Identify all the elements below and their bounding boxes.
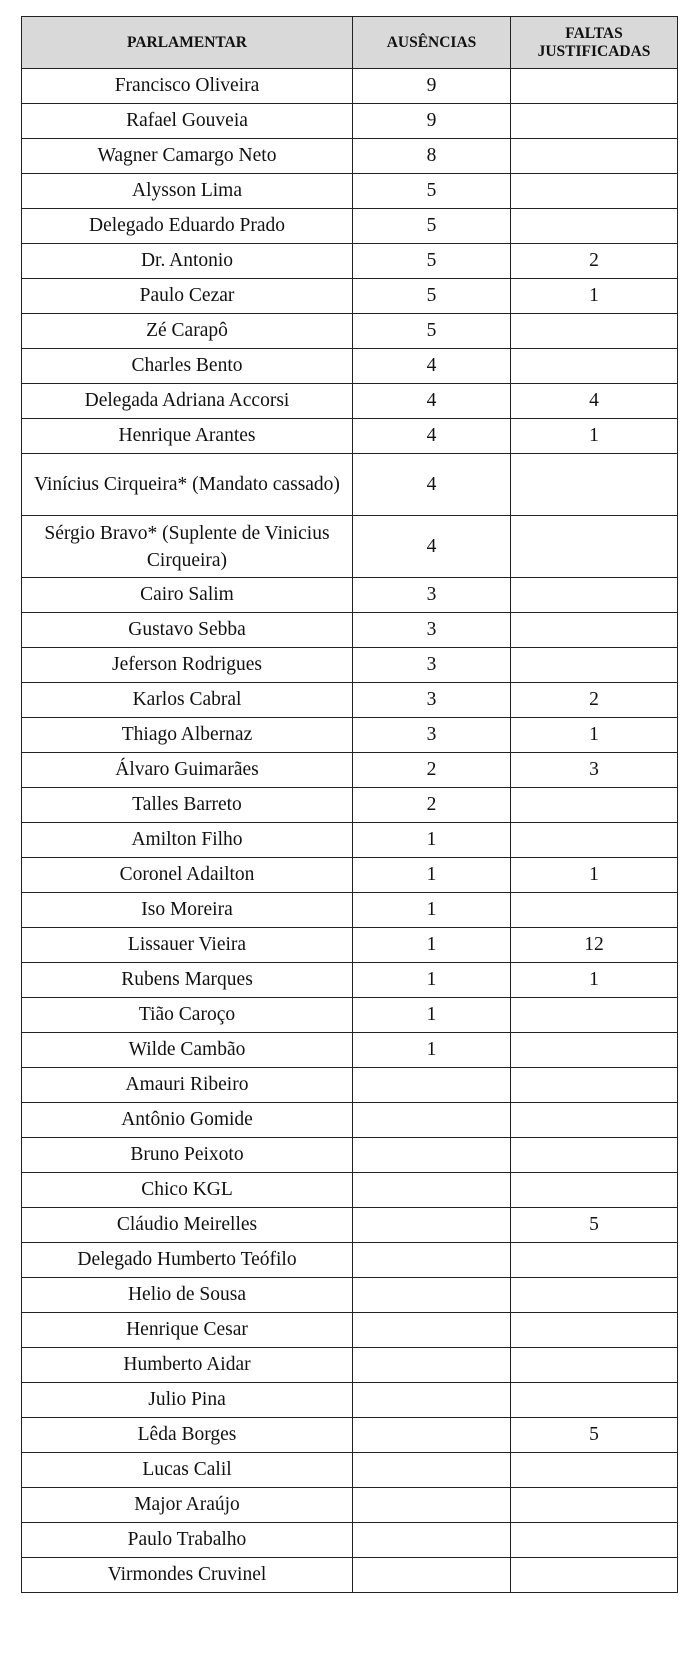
table-row	[22, 1138, 678, 1173]
cell-ausencias: 1	[353, 963, 511, 998]
cell-parlamentar: Zé Carapô	[22, 314, 353, 349]
cell-parlamentar: Alysson Lima	[22, 174, 353, 209]
cell-faltas-justificadas: 12	[511, 928, 678, 963]
table-row	[22, 1243, 678, 1278]
cell-ausencias	[353, 1453, 511, 1488]
cell-faltas-justificadas	[511, 349, 678, 384]
cell-ausencias: 5	[353, 209, 511, 244]
cell-ausencias: 9	[353, 69, 511, 104]
table-row	[22, 928, 678, 963]
cell-faltas-justificadas	[511, 104, 678, 139]
table-row	[22, 893, 678, 928]
table-row	[22, 788, 678, 823]
table-row	[22, 104, 678, 139]
table-row	[22, 279, 678, 314]
cell-faltas-justificadas	[511, 1313, 678, 1348]
table-row	[22, 1278, 678, 1313]
cell-parlamentar: Julio Pina	[22, 1383, 353, 1418]
table-row	[22, 244, 678, 279]
table-row	[22, 963, 678, 998]
cell-parlamentar: Thiago Albernaz	[22, 718, 353, 753]
cell-parlamentar: Delegado Humberto Teófilo	[22, 1243, 353, 1278]
cell-ausencias: 2	[353, 788, 511, 823]
cell-parlamentar: Henrique Cesar	[22, 1313, 353, 1348]
cell-faltas-justificadas	[511, 1453, 678, 1488]
cell-ausencias: 4	[353, 349, 511, 384]
header-parlamentar: PARLAMENTAR	[22, 17, 353, 69]
cell-ausencias: 5	[353, 314, 511, 349]
cell-parlamentar: Jeferson Rodrigues	[22, 648, 353, 683]
cell-ausencias: 3	[353, 578, 511, 613]
cell-ausencias: 3	[353, 648, 511, 683]
cell-ausencias: 1	[353, 1033, 511, 1068]
cell-ausencias: 4	[353, 419, 511, 454]
table-row	[22, 139, 678, 174]
cell-parlamentar: Paulo Cezar	[22, 279, 353, 314]
table-row	[22, 1313, 678, 1348]
table-row	[22, 209, 678, 244]
cell-parlamentar: Humberto Aidar	[22, 1348, 353, 1383]
cell-ausencias: 5	[353, 244, 511, 279]
table-row	[22, 1523, 678, 1558]
cell-ausencias: 3	[353, 613, 511, 648]
table-row	[22, 349, 678, 384]
cell-parlamentar: Karlos Cabral	[22, 683, 353, 718]
cell-parlamentar: Major Araújo	[22, 1488, 353, 1523]
cell-ausencias	[353, 1313, 511, 1348]
cell-ausencias	[353, 1418, 511, 1453]
cell-parlamentar: Vinícius Cirqueira* (Mandato cassado)	[22, 454, 353, 516]
cell-parlamentar: Bruno Peixoto	[22, 1138, 353, 1173]
cell-ausencias	[353, 1103, 511, 1138]
cell-faltas-justificadas	[511, 454, 678, 516]
table-row	[22, 648, 678, 683]
cell-faltas-justificadas: 5	[511, 1418, 678, 1453]
cell-ausencias	[353, 1488, 511, 1523]
cell-parlamentar: Henrique Arantes	[22, 419, 353, 454]
cell-ausencias: 3	[353, 718, 511, 753]
cell-ausencias	[353, 1523, 511, 1558]
cell-ausencias	[353, 1383, 511, 1418]
table-row	[22, 1208, 678, 1243]
cell-faltas-justificadas: 3	[511, 753, 678, 788]
cell-ausencias: 9	[353, 104, 511, 139]
table-row	[22, 1068, 678, 1103]
cell-ausencias: 1	[353, 823, 511, 858]
cell-ausencias: 4	[353, 516, 511, 578]
cell-ausencias	[353, 1208, 511, 1243]
cell-ausencias	[353, 1068, 511, 1103]
cell-ausencias	[353, 1243, 511, 1278]
table-row	[22, 314, 678, 349]
table-row	[22, 1558, 678, 1593]
cell-ausencias: 4	[353, 384, 511, 419]
cell-parlamentar: Chico KGL	[22, 1173, 353, 1208]
cell-faltas-justificadas: 4	[511, 384, 678, 419]
cell-parlamentar: Cairo Salim	[22, 578, 353, 613]
cell-faltas-justificadas	[511, 1138, 678, 1173]
cell-faltas-justificadas	[511, 1243, 678, 1278]
table-row	[22, 578, 678, 613]
cell-ausencias: 1	[353, 998, 511, 1033]
cell-ausencias	[353, 1558, 511, 1593]
cell-parlamentar: Charles Bento	[22, 349, 353, 384]
cell-ausencias	[353, 1348, 511, 1383]
cell-parlamentar: Amilton Filho	[22, 823, 353, 858]
cell-ausencias: 1	[353, 928, 511, 963]
cell-parlamentar: Helio de Sousa	[22, 1278, 353, 1313]
header-faltas-justificadas: FALTAS JUSTIFICADAS	[511, 17, 678, 69]
cell-parlamentar: Delegado Eduardo Prado	[22, 209, 353, 244]
cell-faltas-justificadas	[511, 209, 678, 244]
table-row	[22, 683, 678, 718]
table-row	[22, 1103, 678, 1138]
cell-parlamentar: Delegada Adriana Accorsi	[22, 384, 353, 419]
cell-faltas-justificadas	[511, 1383, 678, 1418]
cell-parlamentar: Virmondes Cruvinel	[22, 1558, 353, 1593]
cell-parlamentar: Lissauer Vieira	[22, 928, 353, 963]
cell-ausencias: 8	[353, 139, 511, 174]
table-row	[22, 1418, 678, 1453]
cell-faltas-justificadas	[511, 1278, 678, 1313]
cell-faltas-justificadas: 1	[511, 279, 678, 314]
table-row	[22, 384, 678, 419]
cell-parlamentar: Francisco Oliveira	[22, 69, 353, 104]
cell-ausencias: 1	[353, 858, 511, 893]
table-row	[22, 613, 678, 648]
table-row	[22, 823, 678, 858]
cell-parlamentar: Antônio Gomide	[22, 1103, 353, 1138]
cell-faltas-justificadas	[511, 893, 678, 928]
table-row	[22, 1453, 678, 1488]
table-row	[22, 998, 678, 1033]
cell-faltas-justificadas	[511, 1103, 678, 1138]
cell-faltas-justificadas	[511, 314, 678, 349]
table-row	[22, 454, 678, 516]
cell-faltas-justificadas	[511, 788, 678, 823]
cell-ausencias	[353, 1138, 511, 1173]
cell-faltas-justificadas	[511, 613, 678, 648]
table-body	[22, 69, 678, 1593]
table-row	[22, 69, 678, 104]
header-ausencias: AUSÊNCIAS	[353, 17, 511, 69]
cell-parlamentar: Cláudio Meirelles	[22, 1208, 353, 1243]
cell-faltas-justificadas	[511, 1173, 678, 1208]
cell-faltas-justificadas: 2	[511, 244, 678, 279]
cell-faltas-justificadas	[511, 139, 678, 174]
cell-faltas-justificadas	[511, 69, 678, 104]
table-row	[22, 516, 678, 578]
cell-faltas-justificadas	[511, 516, 678, 578]
cell-faltas-justificadas: 1	[511, 419, 678, 454]
table-row	[22, 419, 678, 454]
cell-parlamentar: Wagner Camargo Neto	[22, 139, 353, 174]
cell-faltas-justificadas: 5	[511, 1208, 678, 1243]
cell-faltas-justificadas: 1	[511, 858, 678, 893]
cell-ausencias: 3	[353, 683, 511, 718]
table-row	[22, 858, 678, 893]
cell-faltas-justificadas	[511, 1523, 678, 1558]
cell-parlamentar: Dr. Antonio	[22, 244, 353, 279]
cell-ausencias: 4	[353, 454, 511, 516]
cell-faltas-justificadas: 2	[511, 683, 678, 718]
cell-ausencias: 2	[353, 753, 511, 788]
cell-parlamentar: Iso Moreira	[22, 893, 353, 928]
cell-parlamentar: Wilde Cambão	[22, 1033, 353, 1068]
cell-parlamentar: Amauri Ribeiro	[22, 1068, 353, 1103]
table-row	[22, 1173, 678, 1208]
cell-parlamentar: Lêda Borges	[22, 1418, 353, 1453]
table-row	[22, 753, 678, 788]
table-row	[22, 1033, 678, 1068]
cell-faltas-justificadas	[511, 1068, 678, 1103]
cell-ausencias: 5	[353, 279, 511, 314]
table-row	[22, 1383, 678, 1418]
table-row	[22, 718, 678, 753]
cell-parlamentar: Paulo Trabalho	[22, 1523, 353, 1558]
table-row	[22, 1488, 678, 1523]
cell-faltas-justificadas	[511, 1348, 678, 1383]
cell-parlamentar: Gustavo Sebba	[22, 613, 353, 648]
table-row	[22, 174, 678, 209]
cell-parlamentar: Talles Barreto	[22, 788, 353, 823]
cell-faltas-justificadas: 1	[511, 963, 678, 998]
cell-ausencias: 1	[353, 893, 511, 928]
attendance-table	[21, 16, 678, 1593]
cell-faltas-justificadas: 1	[511, 718, 678, 753]
cell-parlamentar: Álvaro Guimarães	[22, 753, 353, 788]
cell-faltas-justificadas	[511, 1558, 678, 1593]
cell-parlamentar: Sérgio Bravo* (Suplente de Vinicius Cirqueira)	[22, 516, 353, 578]
cell-parlamentar: Rafael Gouveia	[22, 104, 353, 139]
cell-ausencias	[353, 1173, 511, 1208]
cell-parlamentar: Tião Caroço	[22, 998, 353, 1033]
cell-parlamentar: Lucas Calil	[22, 1453, 353, 1488]
cell-ausencias: 5	[353, 174, 511, 209]
cell-faltas-justificadas	[511, 1488, 678, 1523]
table-row	[22, 1348, 678, 1383]
cell-faltas-justificadas	[511, 823, 678, 858]
cell-faltas-justificadas	[511, 174, 678, 209]
cell-faltas-justificadas	[511, 578, 678, 613]
cell-parlamentar: Coronel Adailton	[22, 858, 353, 893]
cell-faltas-justificadas	[511, 1033, 678, 1068]
cell-faltas-justificadas	[511, 998, 678, 1033]
cell-parlamentar: Rubens Marques	[22, 963, 353, 998]
cell-ausencias	[353, 1278, 511, 1313]
table-header-row	[22, 17, 678, 69]
cell-faltas-justificadas	[511, 648, 678, 683]
